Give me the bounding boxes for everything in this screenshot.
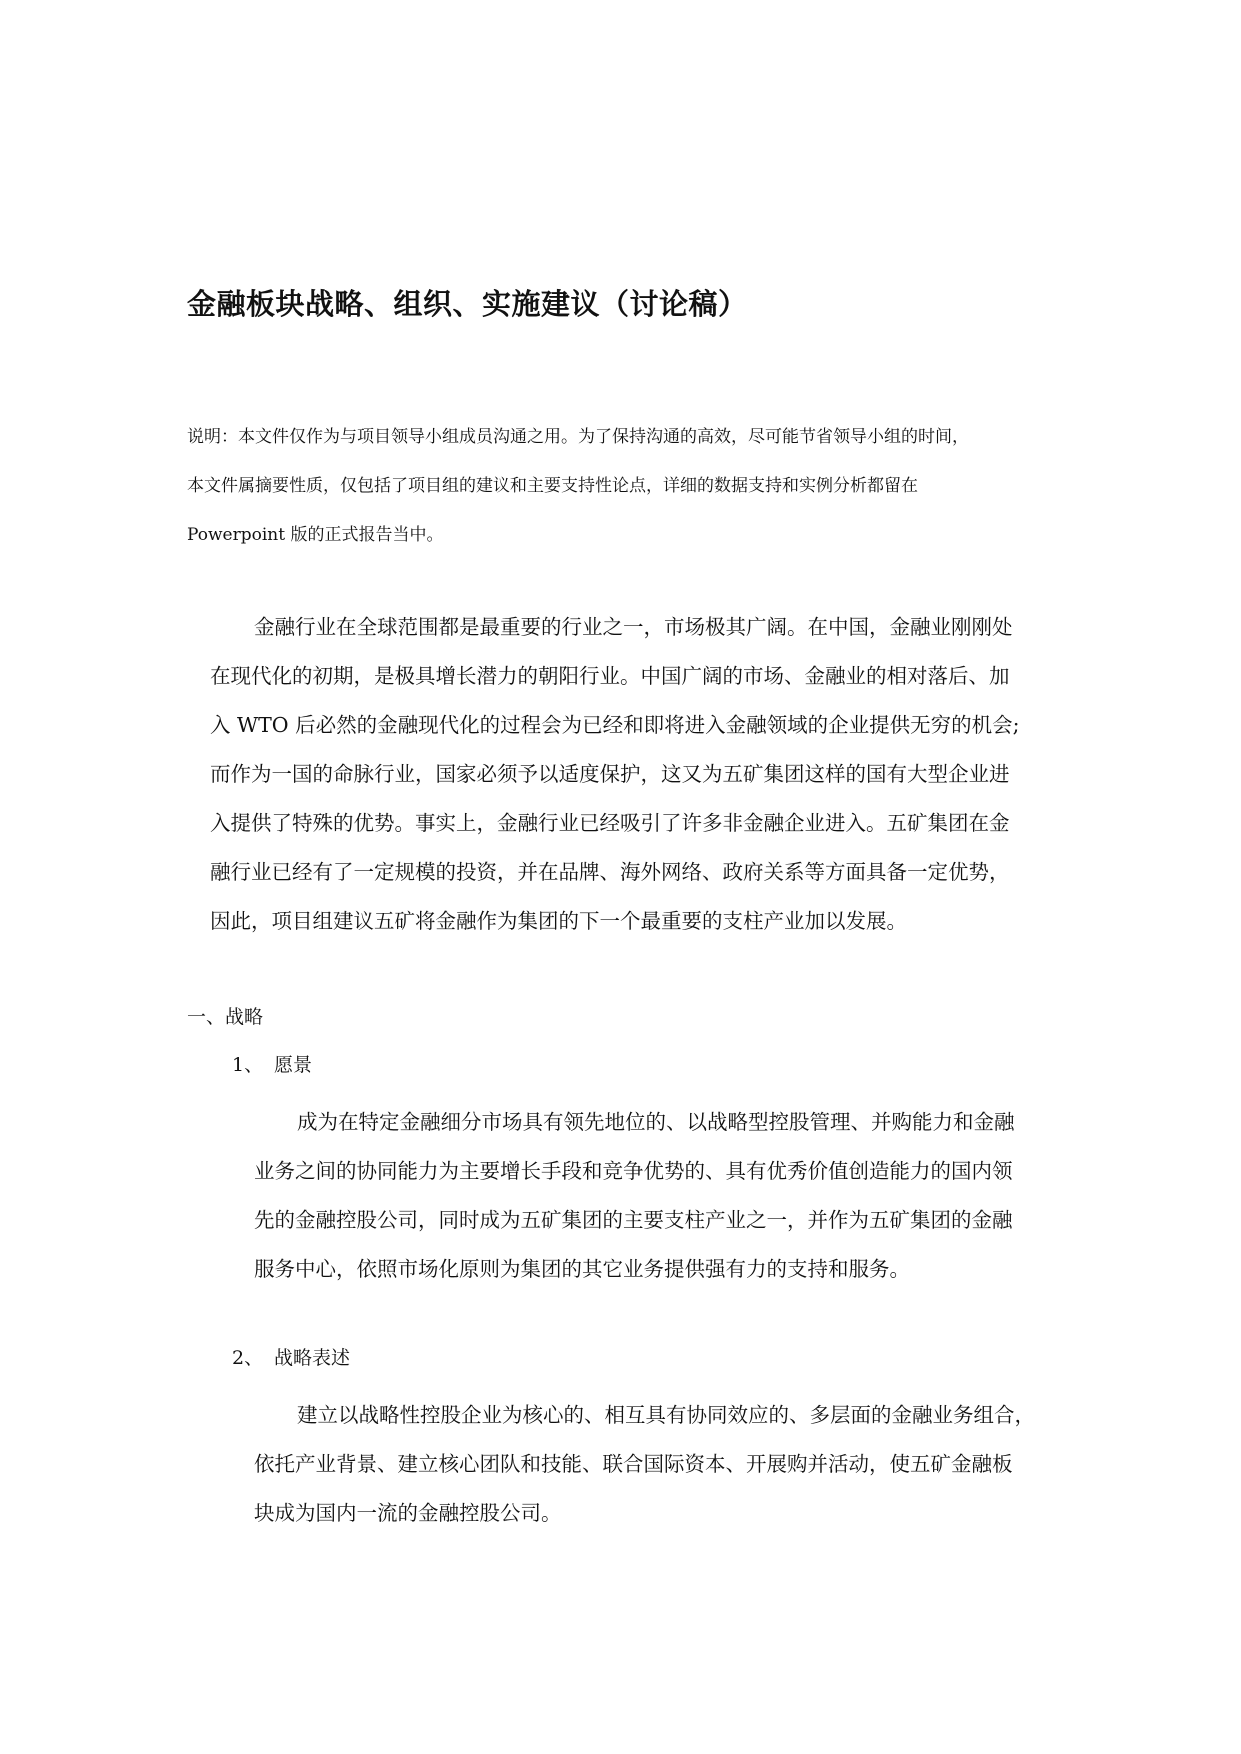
subsection-heading-vision: [232, 1050, 312, 1077]
strategy-paragraph: [254, 1391, 1074, 1538]
strategy-line: 建立以战略性控股企业为核心的、相互具有协同效应的、多层面的金融业务组合，: [297, 1403, 1035, 1427]
strategy-line: 块成为国内一流的金融控股公司。: [254, 1501, 562, 1525]
vision-line: 成为在特定金融细分市场具有领先地位的、以战略型控股管理、并购能力和金融: [297, 1110, 1015, 1134]
intro-line: 而作为一国的命脉行业，国家必须予以适度保护，这又为五矿集团这样的国有大型企业进: [210, 762, 1010, 786]
vision-line: 服务中心，依照市场化原则为集团的其它业务提供强有力的支持和服务。: [254, 1257, 910, 1281]
subsection-heading-strategy-statement: [232, 1343, 350, 1370]
intro-line: 入提供了特殊的优势。事实上，金融行业已经吸引了许多非金融企业进入。五矿集团在金: [210, 811, 1010, 835]
vision-paragraph: [254, 1098, 1074, 1294]
vision-line: 先的金融控股公司，同时成为五矿集团的主要支柱产业之一，并作为五矿集团的金融: [254, 1208, 1013, 1232]
vision-line: 业务之间的协同能力为主要增长手段和竞争优势的、具有优秀价值创造能力的国内领: [254, 1159, 1013, 1183]
subsection-number: 2、: [232, 1347, 264, 1369]
intro-line: 在现代化的初期，是极具增长潜力的朝阳行业。中国广阔的市场、金融业的相对落后、加: [210, 664, 1010, 688]
subsection-label: 愿景: [274, 1054, 313, 1076]
intro-line: 因此，项目组建议五矿将金融作为集团的下一个最重要的支柱产业加以发展。: [210, 909, 907, 933]
intro-line: 入 WTO 后必然的金融现代化的过程会为已经和即将进入金融领域的企业提供无穷的机会;: [210, 713, 1020, 737]
intro-paragraph: [210, 603, 1070, 946]
section-heading-strategy: 一、战略: [187, 1006, 264, 1028]
document-title: 金融板块战略、组织、实施建议（讨论稿）: [187, 287, 748, 321]
strategy-line: 依托产业背景、建立核心团队和技能、联合国际资本、开展购并活动，使五矿金融板: [254, 1452, 1013, 1476]
note-line: 说明：本文件仅作为与项目领导小组成员沟通之用。为了保持沟通的高效，尽可能节省领导小组的时间，: [187, 427, 969, 447]
note-line: 本文件属摘要性质，仅包括了项目组的建议和主要支持性论点，详细的数据支持和实例分析都留在: [187, 476, 918, 496]
note-line: Powerpoint 版的正式报告当中。: [187, 525, 444, 545]
intro-line: 融行业已经有了一定规模的投资，并在品牌、海外网络、政府关系等方面具备一定优势，: [210, 860, 1010, 884]
intro-line: 金融行业在全球范围都是最重要的行业之一，市场极其广阔。在中国，金融业刚刚处: [254, 615, 1013, 639]
subsection-label: 战略表述: [274, 1347, 351, 1369]
explanation-note: [187, 413, 1057, 560]
subsection-number: 1、: [232, 1054, 264, 1076]
